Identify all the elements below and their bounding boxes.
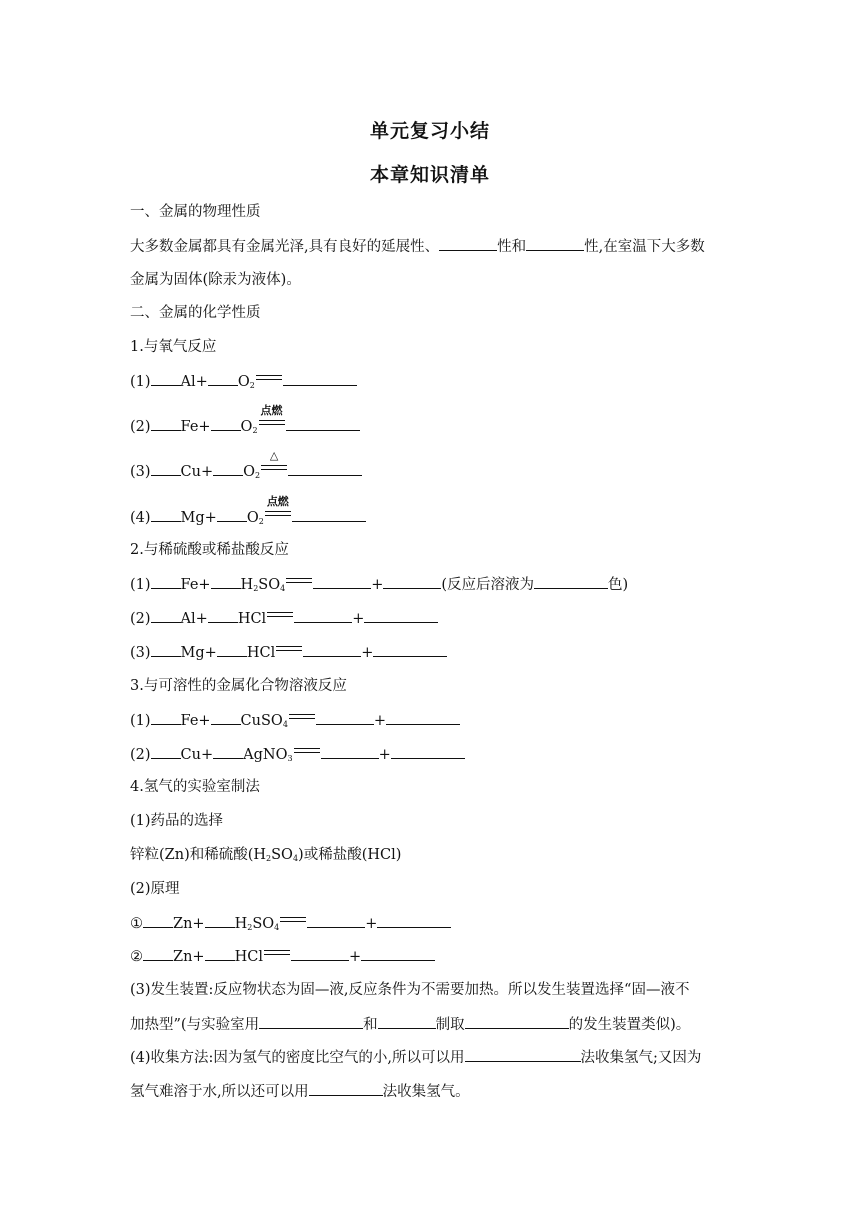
inline-text: (2) (130, 747, 151, 763)
inline-text: H (240, 577, 254, 593)
inline-text (256, 375, 282, 380)
answer-blank[interactable] (526, 236, 584, 251)
collection-line2 (130, 1081, 470, 1102)
coefficient-blank[interactable] (151, 416, 181, 431)
inline-text: )或稀盐酸(HCl) (298, 847, 402, 863)
equation-row (130, 946, 435, 967)
coefficient-blank[interactable] (208, 371, 238, 386)
product-blank[interactable] (316, 710, 374, 725)
inline-text: HCl (234, 949, 263, 965)
product-blank[interactable] (294, 608, 352, 623)
drugs-subheading: (1)药品的选择 (130, 813, 224, 829)
subscript-text: 2 (252, 426, 258, 435)
coefficient-blank[interactable] (151, 371, 181, 386)
inline-text (286, 578, 312, 583)
inline-text: Fe+ (180, 577, 211, 593)
coefficient-blank[interactable] (151, 642, 181, 657)
subscript-text: 4 (282, 720, 288, 729)
product-blank[interactable] (303, 642, 361, 657)
coefficient-blank[interactable] (205, 946, 235, 961)
product-blank[interactable] (361, 946, 435, 961)
coefficient-blank[interactable] (151, 710, 181, 725)
inline-text: Cu+ (180, 464, 214, 480)
coefficient-blank[interactable] (151, 574, 181, 589)
product-blank[interactable] (288, 461, 362, 476)
subscript-text: 4 (292, 854, 299, 863)
coefficient-blank[interactable] (217, 642, 247, 657)
equation-row (130, 371, 357, 396)
coefficient-blank[interactable] (151, 507, 181, 522)
inline-text: Al+ (180, 611, 208, 627)
equation-row (130, 744, 465, 769)
answer-blank[interactable] (439, 236, 497, 251)
inline-text: ① (130, 916, 143, 932)
equals-sign (261, 449, 287, 476)
inline-text: Cu+ (180, 747, 214, 763)
inline-text: 色) (608, 577, 629, 593)
coefficient-blank[interactable] (151, 744, 181, 759)
answer-blank[interactable] (259, 1014, 363, 1029)
inline-text: Zn+ (173, 949, 205, 965)
apparatus-line1: (3)发生装置:反应物状态为固—液,反应条件为不需要加热。所以发生装置选择“固—液不 (130, 982, 690, 998)
inline-text: + (361, 645, 374, 661)
acid-heading: 2.与稀硫酸或稀盐酸反应 (130, 542, 289, 558)
inline-text (294, 748, 320, 753)
equals-sign (276, 643, 302, 657)
hydrogen-heading: 4.氢气的实验室制法 (130, 779, 260, 795)
inline-text: Mg+ (180, 510, 217, 526)
inline-text: 加热型”(与实验室用 (130, 1017, 260, 1033)
inline-text: Fe+ (180, 713, 211, 729)
equals-sign (264, 947, 290, 961)
inline-text: (3) (130, 464, 151, 480)
equals-sign (256, 372, 282, 386)
inline-text: AgNO (243, 747, 288, 763)
inline-text: O (240, 419, 253, 435)
inline-text: + (365, 916, 378, 932)
product-blank[interactable] (364, 608, 438, 623)
subscript-text: 2 (249, 381, 255, 390)
product-blank[interactable] (321, 744, 379, 759)
inline-text: ② (130, 949, 143, 965)
coefficient-blank[interactable] (217, 507, 247, 522)
product-blank[interactable] (386, 710, 460, 725)
inline-text: (1) (130, 577, 151, 593)
inline-text: (反应后溶液为 (441, 577, 535, 593)
inline-text: 的发生装置类似)。 (568, 1017, 691, 1033)
salt-heading: 3.与可溶性的金属化合物溶液反应 (130, 678, 347, 694)
apparatus-line2 (130, 1014, 690, 1035)
inline-text: 制取 (435, 1017, 465, 1033)
inline-text: SO (258, 577, 281, 593)
subscript-text: 2 (247, 923, 253, 932)
equals-sign (267, 609, 293, 623)
page-subtitle: 本章知识清单 (369, 164, 490, 186)
coefficient-blank[interactable] (211, 574, 241, 589)
inline-text: + (378, 747, 391, 763)
reaction-condition: 点燃 (260, 404, 283, 417)
inline-text: 法收集氢气。 (382, 1084, 470, 1100)
coefficient-blank[interactable] (151, 608, 181, 623)
coefficient-blank[interactable] (213, 744, 243, 759)
physical-props-line1: 大多数金属都具有金属光泽,具有良好的延展性、 性和 性,在室温下大多数 (130, 236, 705, 257)
inline-text (265, 511, 291, 516)
inline-text (276, 646, 302, 651)
equation-row (130, 642, 447, 663)
product-blank[interactable] (286, 416, 360, 431)
inline-text: (1) (130, 713, 151, 729)
subscript-text: 4 (274, 923, 280, 932)
inline-text: O (246, 510, 259, 526)
answer-blank[interactable] (465, 1047, 581, 1062)
inline-text: 和 (363, 1017, 378, 1033)
product-blank[interactable] (313, 574, 371, 589)
inline-text: Al+ (180, 374, 208, 390)
subscript-text: 4 (280, 584, 286, 593)
inline-text: (4)收集方法:因为氢气的密度比空气的小,所以可以用 (130, 1050, 465, 1066)
inline-text: + (348, 949, 362, 965)
principle-subheading: (2)原理 (130, 881, 180, 897)
equation-row (130, 449, 362, 486)
equals-sign (280, 914, 306, 928)
inline-text: O (237, 374, 250, 390)
product-blank[interactable] (373, 642, 447, 657)
equals-sign (289, 711, 315, 725)
equals-sign (294, 745, 320, 759)
coefficient-blank[interactable] (151, 461, 181, 476)
coefficient-blank[interactable] (205, 913, 235, 928)
inline-text: (1) (130, 374, 151, 390)
product-blank[interactable] (391, 744, 465, 759)
product-blank[interactable] (292, 507, 366, 522)
equation-row (130, 710, 460, 735)
inline-text: SO (271, 847, 293, 863)
product-blank[interactable] (291, 946, 349, 961)
inline-text: + (373, 713, 387, 729)
inline-text: O (243, 464, 256, 480)
inline-text: H (234, 916, 248, 932)
subscript-text: 2 (255, 471, 261, 480)
physical-props-line2: 金属为固体(除汞为液体)。 (130, 272, 301, 288)
section-physical-heading: 一、金属的物理性质 (130, 204, 261, 220)
inline-text: (4) (130, 510, 151, 526)
answer-blank[interactable] (465, 1014, 569, 1029)
equation-row (130, 574, 628, 599)
inline-text: HCl (237, 611, 267, 627)
reaction-condition: △ (269, 449, 279, 462)
inline-text: (2) (130, 419, 151, 435)
product-blank[interactable] (283, 371, 357, 386)
subscript-text: 2 (258, 517, 264, 526)
equation-row (130, 608, 438, 629)
inline-text (267, 612, 293, 617)
inline-text: HCl (246, 645, 276, 661)
coefficient-blank[interactable] (211, 416, 241, 431)
inline-text: (2) (130, 611, 151, 627)
inline-text: + (371, 577, 384, 593)
color-blank[interactable] (534, 574, 608, 589)
subscript-text: 2 (266, 854, 272, 863)
coefficient-blank[interactable] (213, 461, 243, 476)
inline-text (264, 950, 290, 955)
collection-line1 (130, 1047, 701, 1068)
product-blank[interactable] (377, 913, 451, 928)
coefficient-blank[interactable] (208, 608, 238, 623)
inline-text: 氢气难溶于水,所以还可以用 (130, 1084, 309, 1100)
coefficient-blank[interactable] (143, 946, 173, 961)
equals-sign (259, 404, 285, 431)
inline-text: Zn+ (173, 916, 205, 932)
section-chemical-heading: 二、金属的化学性质 (130, 305, 261, 321)
equals-sign (286, 575, 312, 589)
inline-text: Mg+ (180, 645, 217, 661)
oxygen-heading: 1.与氧气反应 (130, 339, 217, 355)
answer-blank[interactable] (309, 1081, 383, 1096)
equation-row (130, 495, 366, 532)
drugs-text (130, 845, 401, 869)
inline-text: Fe+ (180, 419, 211, 435)
inline-text: 锌粒(Zn)和稀硫酸(H (130, 847, 267, 863)
product-blank[interactable] (383, 574, 441, 589)
equation-row (130, 404, 360, 441)
reaction-condition: 点燃 (266, 495, 289, 508)
product-blank[interactable] (307, 913, 365, 928)
subscript-text: 3 (287, 754, 293, 763)
subscript-text: 2 (253, 584, 259, 593)
inline-text (259, 420, 285, 425)
answer-blank[interactable] (378, 1014, 436, 1029)
coefficient-blank[interactable] (211, 710, 241, 725)
inline-text: (3) (130, 645, 151, 661)
inline-text: CuSO (240, 713, 283, 729)
inline-text (280, 917, 306, 922)
equation-row (130, 913, 451, 938)
inline-text: + (352, 611, 365, 627)
inline-text: SO (252, 916, 275, 932)
equals-sign (265, 495, 291, 522)
inline-text (261, 465, 287, 470)
inline-text (289, 714, 315, 719)
page-title: 单元复习小结 (369, 120, 490, 142)
inline-text: 法收集氢气;又因为 (580, 1050, 702, 1066)
coefficient-blank[interactable] (143, 913, 173, 928)
